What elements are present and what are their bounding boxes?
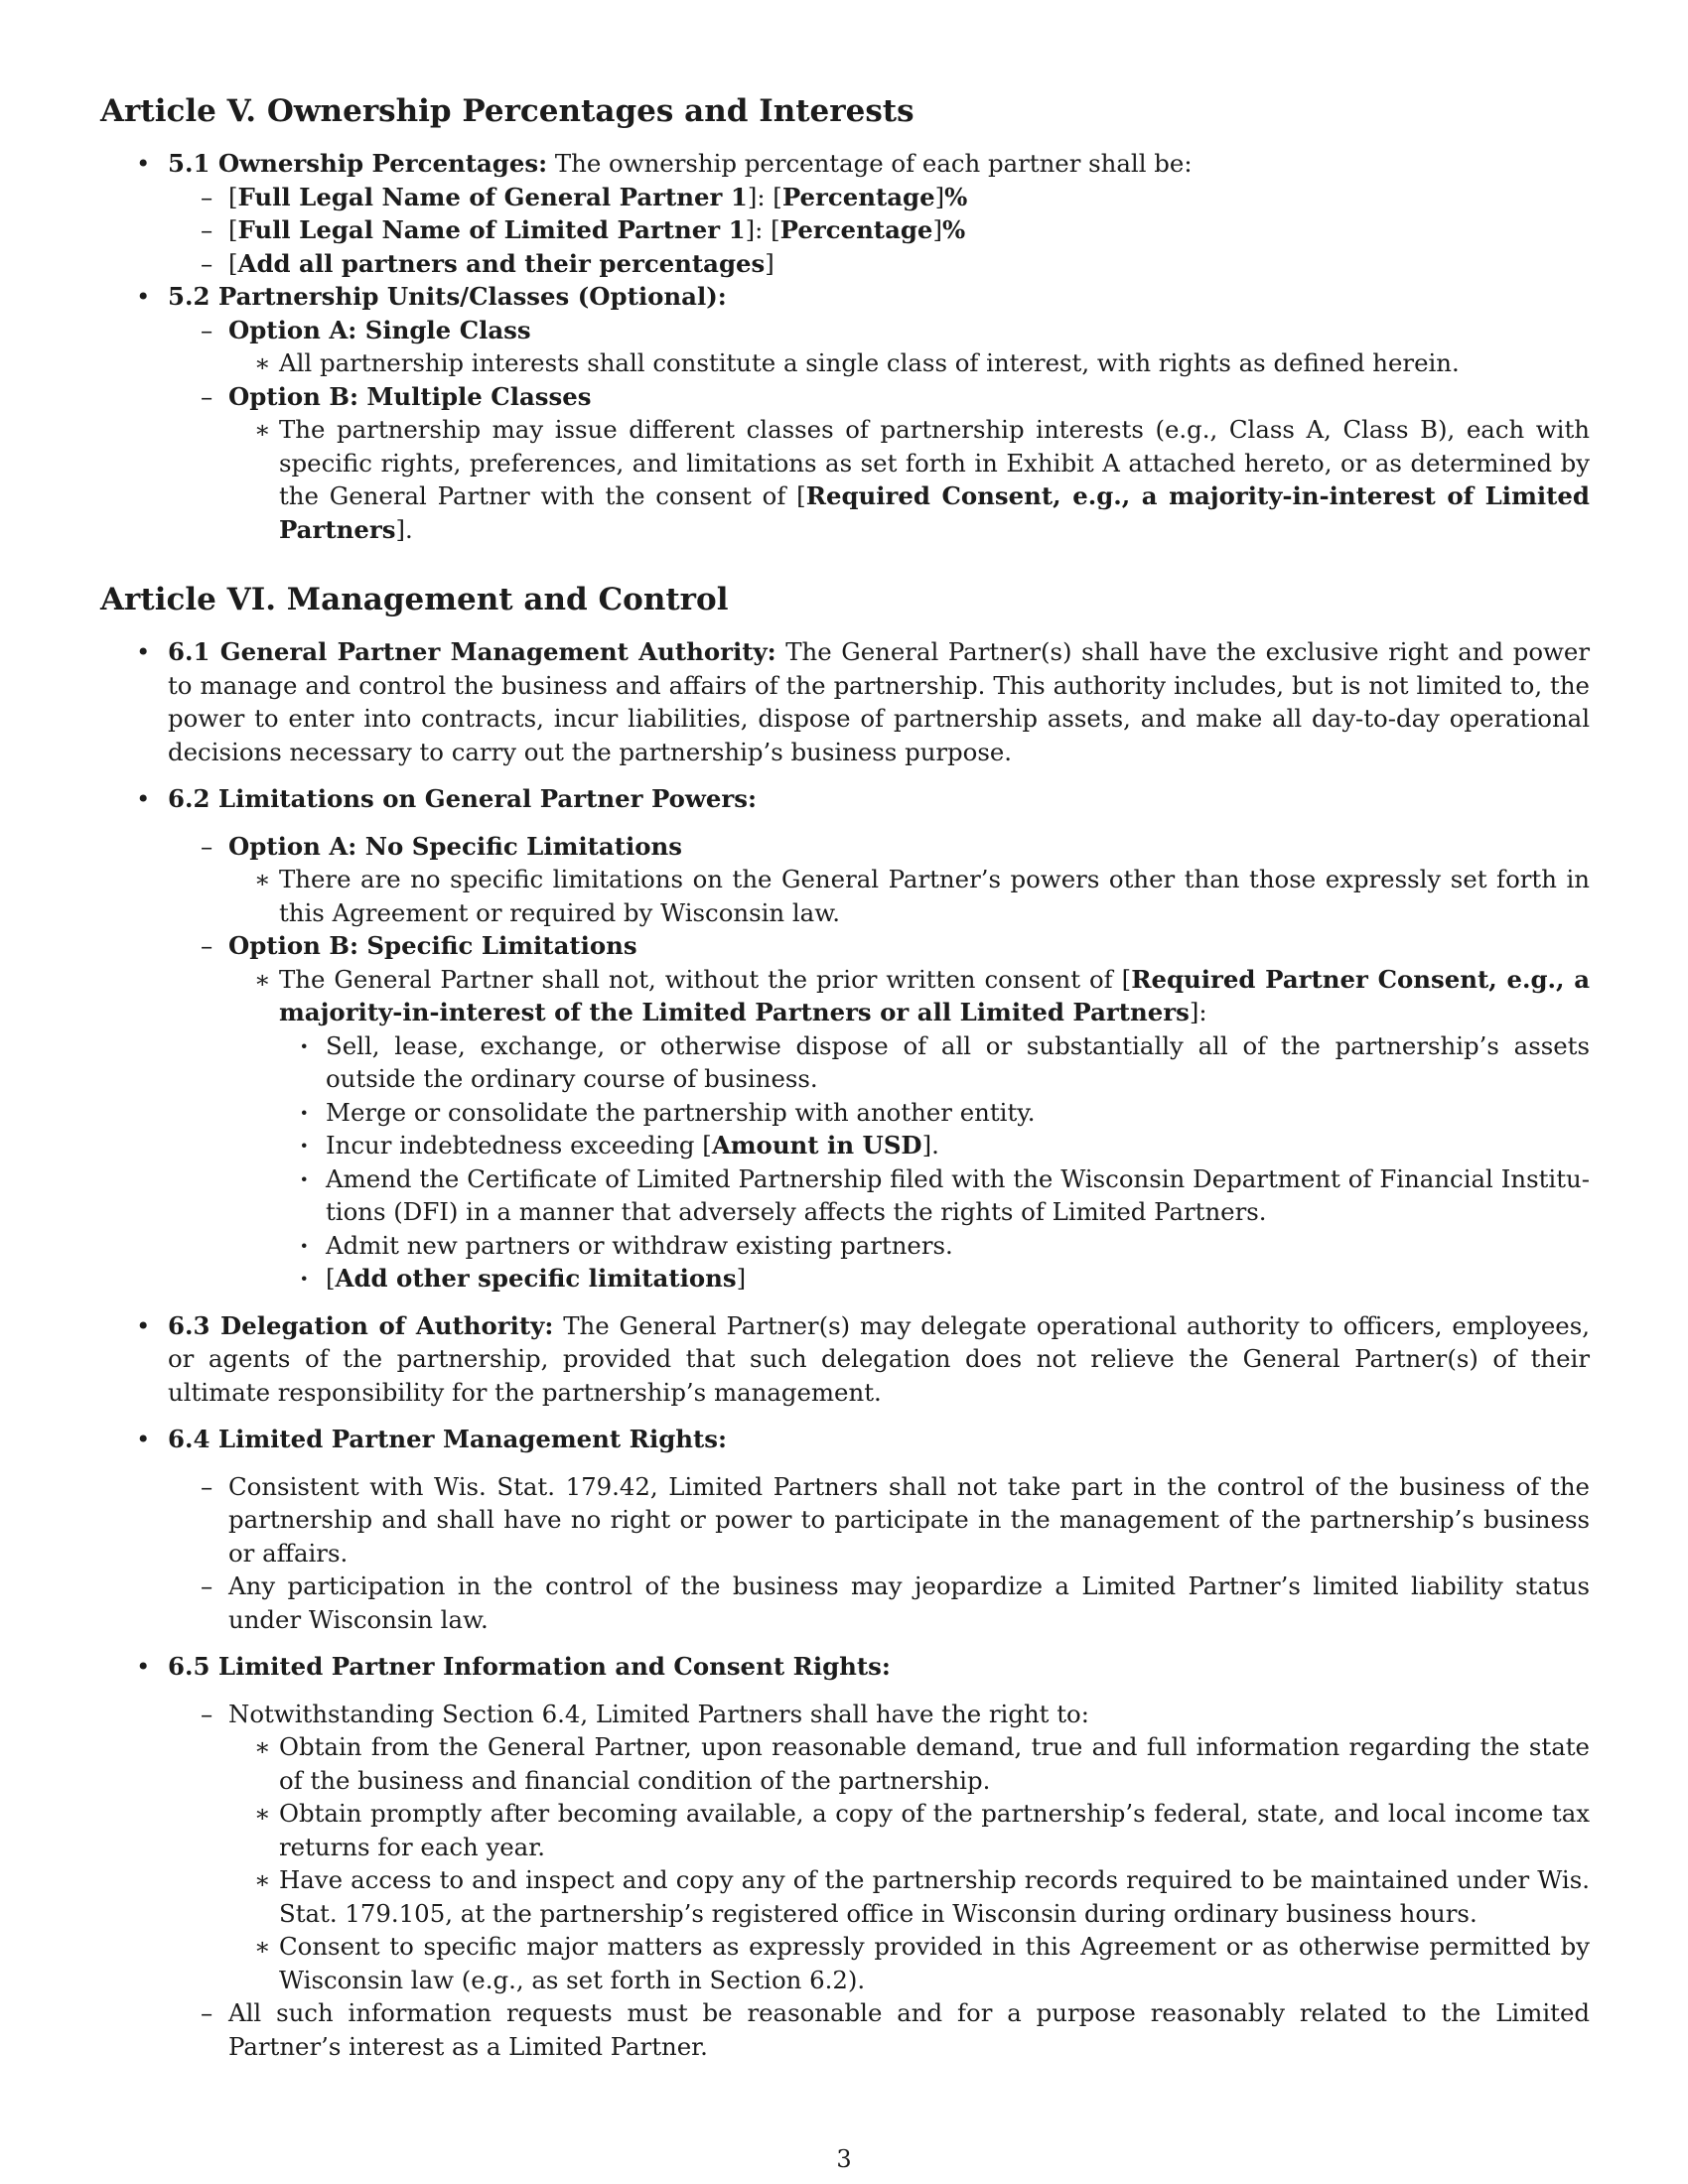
gp-name-placeholder: Full Legal Name of General Partner 1 xyxy=(237,182,748,211)
limitation-2: · Merge or consolidate the partnership with another entity. xyxy=(279,1096,1590,1130)
option-b-specific-limitations xyxy=(168,929,1590,1296)
lp-percentage-placeholder: Percentage xyxy=(779,215,933,244)
add-limitations-placeholder: Add other specific limitations xyxy=(335,1264,737,1293)
option-b-item: ∗ The partnership may issue different classes of partnership interests (e.g., Class A, Class B), each with specific rights, preferences, and limitations as set forth in Exhibit A attached hereto, or as determined by the General Partner with the consent of [Required Consent, e.g., a majority-in-interest of Limited Partners]. xyxy=(228,413,1590,546)
section-5-1-label: 5.1 Ownership Percentages: xyxy=(168,149,548,178)
option-b-limitations-item: ∗ The General Partner shall not, without the prior written consent of [Required Partner Consent, e.g., a majority-in-interest of the Limited Partners or all Limited Partners]: · Sell, lease, exchange, or otherwise dispose of all or substantially all of the partnership’s assets outside the ordinary course of business. · Merge or consolidate the partnership with another entity. · Incur indebtedness exceeding [Amount in USD]. · Amend the Certificate of Limited Partnership filed with the Wisconsin Department of Financial Institutions (DFI) in a manner that adversely affects the rights of Limited Partners. · Admit new partners or withdraw existing partners. · [Add other specific limitations] xyxy=(228,963,1590,1296)
section-6-4 xyxy=(100,1423,1590,1636)
option-b-limitations-list xyxy=(228,963,1590,1296)
section-6-2-label: 6.2 Limitations on General Partner Powers: xyxy=(168,784,757,813)
section-6-5-intro: Notwithstanding Section 6.4, Limited Partners shall have the right to: xyxy=(228,1699,1089,1728)
article-5-heading: Article V. Ownership Percentages and Interests xyxy=(100,93,914,129)
limitation-6: · [Add other specific limitations] xyxy=(279,1262,1590,1296)
section-6-4-item-1: – Consistent with Wis. Stat. 179.42, Limited Partners shall not take part in the control of the business of the partnership and shall have no right or power to participate in the management of the partnership’s business or affairs. xyxy=(168,1470,1590,1570)
limitation-3: · Incur indebtedness exceeding [Amount in USD]. xyxy=(279,1129,1590,1162)
option-a-limitations-list xyxy=(228,863,1590,929)
option-a-limitations-text: ∗ There are no specific limitations on the General Partner’s powers other than those expressly set forth in this Agreement or required by Wisconsin law. xyxy=(228,863,1590,929)
section-6-3 xyxy=(100,1309,1590,1410)
option-b-label: Option B: Multiple Classes xyxy=(228,381,592,411)
option-a-label: Option A: Single Class xyxy=(228,315,531,344)
limitation-1: · Sell, lease, exchange, or otherwise dispose of all or substantially all of the partnership’s assets outside the ordinary course of business. xyxy=(279,1029,1590,1096)
amount-usd-placeholder: Amount in USD xyxy=(711,1131,922,1160)
section-5-2 xyxy=(100,280,1590,546)
article-6-heading: Article VI. Management and Control xyxy=(100,582,729,617)
section-6-5-intro-item xyxy=(168,1698,1590,1997)
section-6-3-label: 6.3 Delegation of Authority: xyxy=(168,1310,554,1340)
article-6-list xyxy=(100,635,1590,2063)
required-consent-placeholder: Required Consent, e.g., a majority-in-interest of Limited Partners xyxy=(279,481,1590,544)
section-6-5 xyxy=(100,1650,1590,2063)
article-5-list xyxy=(100,147,1590,546)
section-6-1-label: 6.1 General Partner Management Authority: xyxy=(168,637,776,666)
document-page xyxy=(100,91,1590,2063)
ownership-list xyxy=(168,181,1590,281)
right-4: ∗ Consent to specific major matters as expressly provided in this Agreement or as otherwise permitted by Wisconsin law (e.g., as set forth in Section 6.2). xyxy=(228,1930,1590,1996)
required-partner-consent-placeholder: Required Partner Consent, e.g., a majority-in-interest of the Limited Partners or all Limited Partners xyxy=(279,964,1591,1026)
option-b-limitations-text: The General Partner shall not, without the prior written consent of xyxy=(279,964,1122,994)
section-6-3-text: The General Partner(s) may delegate operational authority to officers, employees, or agents of the partnership, provided that such delegation does not relieve the General Partner(s) of their ultimate responsibility for the partnership’s management. xyxy=(168,1310,1591,1407)
section-6-1 xyxy=(100,635,1590,768)
option-a-list xyxy=(228,346,1590,380)
add-partners-placeholder: Add all partners and their percentages xyxy=(237,248,766,278)
section-6-2-options xyxy=(168,830,1590,1296)
rights-list xyxy=(228,1730,1590,1996)
section-5-2-label: 5.2 Partnership Units/Classes (Optional): xyxy=(168,282,727,311)
section-5-2-options xyxy=(168,314,1590,547)
section-6-4-list xyxy=(168,1470,1590,1637)
right-2: ∗ Obtain promptly after becoming available, a copy of the partnership’s federal, state, and local income tax returns for each year. xyxy=(228,1797,1590,1863)
section-6-5-list xyxy=(168,1698,1590,2064)
limitation-4: · Amend the Certificate of Limited Partnership filed with the Wisconsin Department of Financial Institutions (DFI) in a manner that adversely affects the rights of Limited Partners. xyxy=(279,1162,1590,1229)
option-a-text: ∗ All partnership interests shall constitute a single class of interest, with rights as defined herein. xyxy=(228,346,1590,380)
ownership-item-lp: – [Full Legal Name of Limited Partner 1]: [Percentage]% xyxy=(168,213,1590,247)
right-1: ∗ Obtain from the General Partner, upon reasonable demand, true and full information regarding the state of the business and financial condition of the partnership. xyxy=(228,1730,1590,1797)
section-5-1 xyxy=(100,147,1590,280)
ownership-item-gp: – [Full Legal Name of General Partner 1]: [Percentage]% xyxy=(168,181,1590,214)
option-b-list xyxy=(228,413,1590,546)
section-6-4-item-2: – Any participation in the control of the business may jeopardize a Limited Partner’s limited liability status under Wisconsin law. xyxy=(168,1570,1590,1636)
section-6-5-label: 6.5 Limited Partner Information and Consent Rights: xyxy=(168,1652,891,1681)
section-6-5-closing: – All such information requests must be reasonable and for a purpose reasonably related to the Limited Partner’s interest as a Limited Partner. xyxy=(168,1996,1590,2063)
option-a-no-limitations xyxy=(168,830,1590,930)
option-a-single-class xyxy=(168,314,1590,380)
right-3: ∗ Have access to and inspect and copy any of the partnership records required to be maintained under Wis. Stat. 179.105, at the partnership’s registered office in Wisconsin during ordinary business hours. xyxy=(228,1863,1590,1930)
section-6-1-text: The General Partner(s) shall have the exclusive right and power to manage and control the business and affairs of the partnership. This authority includes, but is not limited to, the power to enter into contracts, incur liabilities, dispose of partnership assets, and make all day-to-day operational decisions necessary to carry out the partnership’s business purpose. xyxy=(168,637,1590,766)
page-number: 3 xyxy=(836,2145,852,2173)
section-5-1-text: The ownership percentage of each partner shall be: xyxy=(547,149,1193,178)
limitations-list xyxy=(279,1029,1590,1296)
option-b-text: The partnership may issue different classes of partnership interests (e.g., Class A, Class B), each with specific rights, preferences, and limitations as set forth in Exhibit A attached hereto, or as determined by the General Partner with the consent of xyxy=(279,415,1590,510)
lp-name-placeholder: Full Legal Name of Limited Partner 1 xyxy=(237,215,746,244)
ownership-item-add: – [Add all partners and their percentages] xyxy=(168,247,1590,281)
option-b-multiple-classes xyxy=(168,380,1590,547)
gp-percentage-placeholder: Percentage xyxy=(781,182,935,211)
limitation-5: · Admit new partners or withdraw existing partners. xyxy=(279,1229,1590,1263)
section-6-2 xyxy=(100,782,1590,1296)
limitation-3-text: Incur indebtedness exceeding xyxy=(326,1131,703,1160)
option-a-limitations-label: Option A: No Specific Limitations xyxy=(228,831,683,861)
option-b-limitations-label: Option B: Specific Limitations xyxy=(228,931,637,960)
section-6-4-label: 6.4 Limited Partner Management Rights: xyxy=(168,1425,727,1453)
